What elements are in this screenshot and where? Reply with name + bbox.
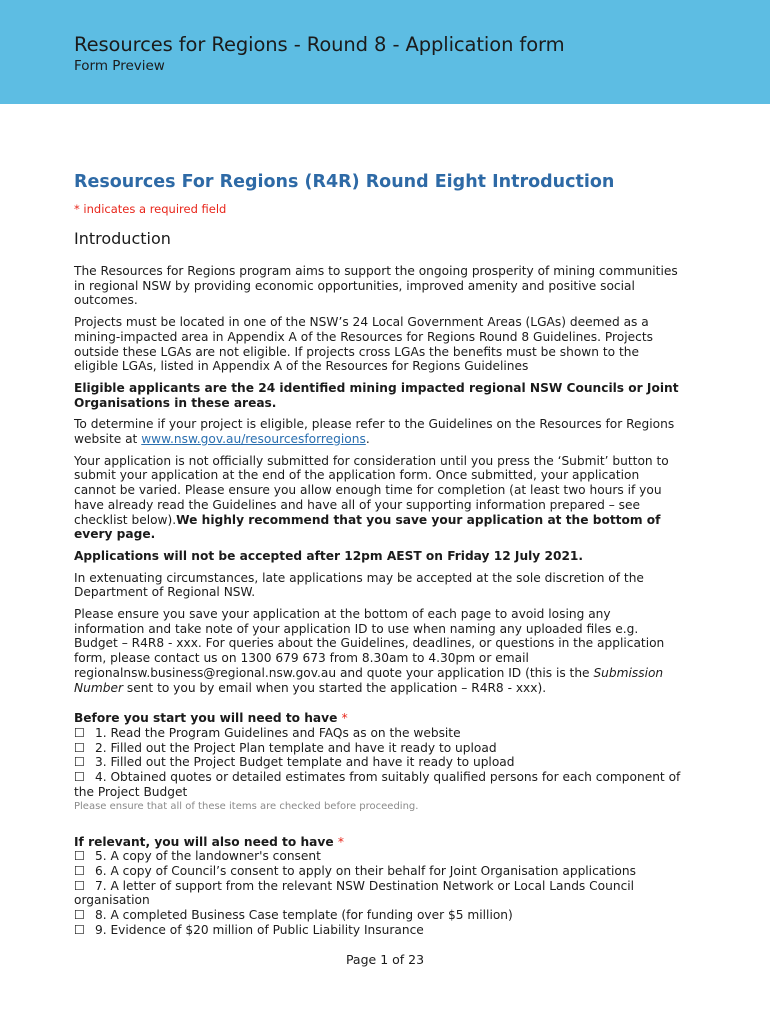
if-relevant-checklist [74, 849, 684, 937]
intro-paragraph-2: Projects must be located in one of the NSW’s 24 Local Government Areas (LGAs) deemed as a mining-impacted area in Appendix A of the Resources for Regions Round 8 Guidelines. Projects outside these LGAs are not eligible. If projects cross LGAs the benefits must be shown to the eligible LGAs, listed in Appendix A of the Resources for Regions Guidelines [74, 315, 653, 374]
required-field-note: * indicates a required field [74, 202, 227, 216]
eligibility-text-end: . [365, 432, 370, 447]
header-banner [0, 0, 770, 104]
before-you-start-title [74, 711, 684, 726]
section-title: Resources For Regions (R4R) Round Eight Introduction [74, 172, 615, 192]
checkbox-icon[interactable]: ☐ [74, 755, 85, 770]
before-you-start-item-label: 4. Obtained quotes or detailed estimates from suitably qualified persons for each component of the Project Budget [74, 770, 681, 799]
page-number: Page 1 of 23 [345, 952, 425, 967]
if-relevant-item [74, 908, 684, 923]
checkbox-icon[interactable]: ☐ [74, 740, 85, 755]
introduction-heading: Introduction [74, 229, 171, 248]
if-relevant-item [74, 849, 684, 864]
resources-website-link[interactable]: www.nsw.gov.au/resourcesforregions [141, 432, 366, 447]
checkbox-icon[interactable]: ☐ [74, 725, 85, 740]
intro-paragraph-1: The Resources for Regions program aims to support the ongoing prosperity of mining communities in regional NSW by providing economic opportunities, improved amenity and positive social outcomes. [74, 264, 678, 308]
before-you-start-item-label: 1. Read the Program Guidelines and FAQs as on the website [94, 725, 461, 740]
submission-paragraph [74, 454, 684, 542]
submission-number-term: Submission Number [74, 665, 664, 695]
if-relevant-item-label: 7. A letter of support from the relevant NSW Destination Network or Local Lands Council organisation [74, 878, 635, 908]
checkbox-icon[interactable]: ☐ [74, 908, 85, 923]
eligible-applicants-paragraph: Eligible applicants are the 24 identified mining impacted regional NSW Councils or Joint Organisations in these areas. [74, 380, 679, 410]
before-you-start-item [74, 755, 684, 770]
before-you-start-checklist [74, 726, 684, 800]
checkbox-icon[interactable]: ☐ [74, 922, 85, 937]
contact-text-end: sent to you by email when you started the application – R4R8 - xxx). [122, 680, 547, 695]
if-relevant-item-label: 9. Evidence of $20 million of Public Liability Insurance [94, 922, 424, 937]
form-title: Resources for Regions - Round 8 - Application form [74, 33, 565, 56]
before-you-start-item [74, 770, 684, 799]
contact-paragraph [74, 607, 684, 695]
if-relevant-item [74, 879, 684, 908]
late-applications-paragraph: In extenuating circumstances, late applications may be accepted at the sole discretion of the Department of Regional NSW. [74, 570, 644, 600]
contact-text: Please ensure you save your application at the bottom of each page to avoid losing any information and take note of your application ID to use when naming any uploaded files e.g. Budget – R4R8 - xxx. For queries about the Guidelines, deadlines, or questions in the application form, please contact us on 1300 679 673 from 8.30am to 4.30pm or email regionalnsw.business@regional.nsw.gov.au and quote your application ID (this is the [74, 607, 665, 680]
if-relevant-item [74, 864, 684, 879]
before-you-start-item [74, 726, 684, 741]
if-relevant-item [74, 923, 684, 938]
if-relevant-item-label: 8. A completed Business Case template (for funding over $5 million) [94, 908, 513, 923]
submission-text: Your application is not officially submitted for consideration until you press the ‘Submit’ button to submit your application at the end of the application form. Once submitted, your application cannot be varied. Please ensure you allow enough time for completion (at least two hours if you have already read the Guidelines and have all of your supporting information prepared – see checklist below). [74, 453, 669, 527]
required-star: * [341, 711, 348, 726]
if-relevant-label: If relevant, you will also need to have [74, 834, 334, 849]
before-you-start-item [74, 741, 684, 756]
before-you-start-item-label: 2. Filled out the Project Plan template and have it ready to upload [94, 740, 497, 755]
checkbox-icon[interactable]: ☐ [74, 878, 85, 893]
required-star: * [337, 834, 344, 849]
before-you-start-item-label: 3. Filled out the Project Budget template and have it ready to upload [94, 755, 515, 770]
if-relevant-title [74, 835, 684, 850]
form-subtitle: Form Preview [74, 58, 165, 74]
save-recommendation: We highly recommend that you save your application at the bottom of every page. [74, 512, 661, 542]
eligibility-text: To determine if your project is eligible, please refer to the Guidelines on the Resources for Regions website at [74, 417, 675, 447]
if-relevant-item-label: 5. A copy of the landowner's consent [94, 849, 321, 864]
deadline-paragraph: Applications will not be accepted after 12pm AEST on Friday 12 July 2021. [74, 548, 584, 563]
checkbox-icon[interactable]: ☐ [74, 849, 85, 864]
checkbox-icon[interactable]: ☐ [74, 863, 85, 878]
checkbox-icon[interactable]: ☐ [74, 770, 85, 785]
before-you-start-label: Before you start you will need to have [74, 711, 338, 726]
if-relevant-item-label: 6. A copy of Council’s consent to apply on their behalf for Joint Organisation applications [94, 863, 636, 878]
eligibility-paragraph [74, 417, 684, 446]
checklist-hint: Please ensure that all of these items are checked before proceeding. [74, 800, 419, 812]
form-content [74, 170, 684, 937]
